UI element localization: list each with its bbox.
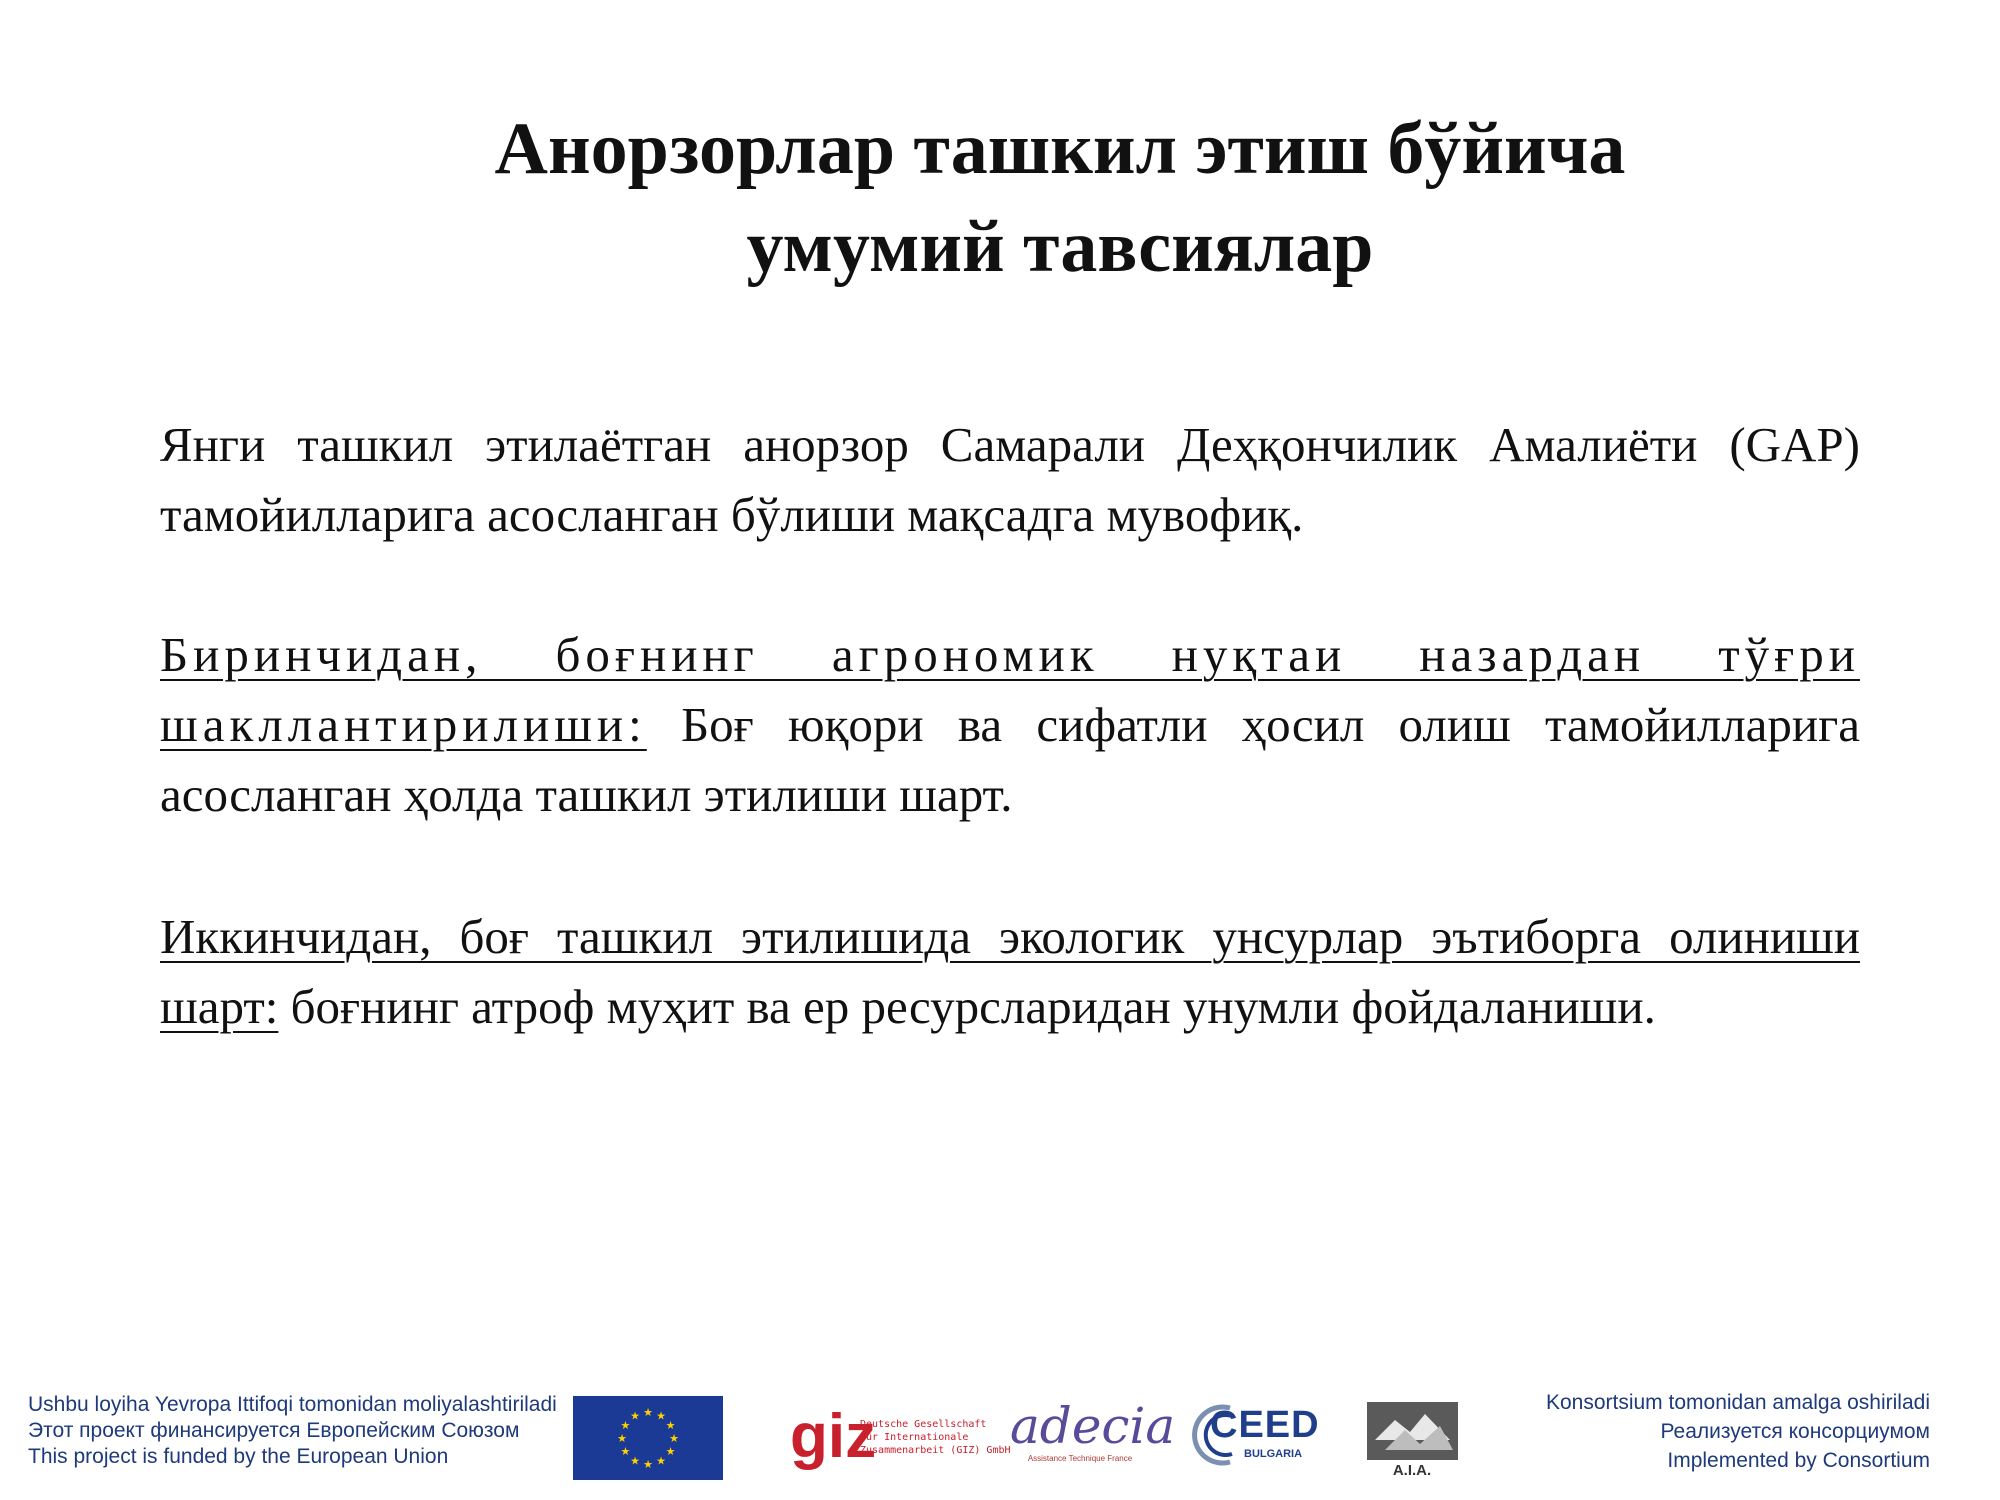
eu-star-icon: ★ (643, 1459, 653, 1471)
consortium-line-uz: Konsortsium tomonidan amalga oshiriladi (1545, 1391, 1930, 1414)
consortium-statement (1546, 1388, 1930, 1475)
funding-line-uz: Ushbu loyiha Yevropa Ittifoqi tomonidan moliyalashtiriladi (28, 1393, 557, 1416)
funding-line-ru: Этот проект финансируется Европейским Союзом (28, 1419, 520, 1442)
consortium-line-en: Implemented by Consortium (1667, 1449, 1930, 1472)
second-recommendation-paragraph (160, 902, 1860, 1042)
eu-star-icon: ★ (665, 1420, 676, 1432)
eu-stars-icon (573, 1396, 723, 1480)
second-recommendation-heading: Иккинчидан, боғ ташкил этилишида экологик унсурлар эътиборга олиниши шарт: (160, 909, 1860, 1034)
adecia-logo (1010, 1397, 1176, 1474)
eu-star-icon: ★ (665, 1446, 676, 1458)
aia-mark: A.I.A. (1392, 1462, 1432, 1478)
page-title (120, 100, 2000, 296)
ceed-subtitle: BULGARIA (1244, 1448, 1303, 1460)
eu-star-icon: ★ (620, 1420, 631, 1432)
eu-star-icon: ★ (617, 1433, 627, 1445)
intro-paragraph: Янги ташкил этилаётган анорзор Самарали Деҳқончилик Амалиёти (GAP) тамойилларига асосланган бўлиши мақсадга мувофиқ. (160, 417, 1860, 542)
eu-star-icon: ★ (656, 1410, 666, 1423)
eu-star-icon: ★ (669, 1433, 679, 1445)
eu-star-icon: ★ (630, 1410, 640, 1423)
eu-star-icon: ★ (643, 1407, 653, 1419)
consortium-line-ru: Реализуется консорциумом (1660, 1420, 1930, 1443)
funding-line-en: This project is funded by the European Union (28, 1445, 449, 1468)
adecia-subtitle: Assistance Technique France (1027, 1454, 1133, 1463)
first-recommendation-paragraph (160, 620, 1860, 830)
giz-logo (790, 1402, 1011, 1474)
adecia-mark: adecia (1010, 1397, 1176, 1455)
funding-statement (28, 1392, 557, 1470)
eu-star-icon: ★ (630, 1455, 640, 1468)
title-line-2: умумий тавсиялар (746, 206, 1374, 288)
aia-logo (1365, 1400, 1460, 1478)
first-recommendation-heading: Биринчидан, боғнинг агрономик нуқтаи назардан тўғри шакллантирилиши: (160, 627, 1860, 752)
eu-star-icon: ★ (656, 1455, 666, 1468)
ceed-logo (1190, 1400, 1320, 1470)
aia-emblem-icon (1365, 1400, 1460, 1478)
ceed-mark: CEED (1210, 1404, 1320, 1446)
giz-mark: giz (790, 1402, 877, 1471)
eu-star-icon: ★ (620, 1446, 631, 1458)
second-recommendation-body: боғнинг атроф муҳит ва ер ресурсларидан унумли фойдаланиши. (278, 979, 1656, 1034)
first-recommendation-body: Боғ юқори ва сифатли ҳосил олиш тамойилларига асосланган ҳолда ташкил этилиши шарт. (160, 697, 1860, 822)
giz-text: Deutsche Gesellschaft für Internationale Zusammenarbeit (GIZ) GmbH (860, 1419, 1011, 1456)
eu-flag-logo (573, 1396, 723, 1480)
title-line-1: Анорзорлар ташкил этиш бўйича (494, 108, 1626, 190)
